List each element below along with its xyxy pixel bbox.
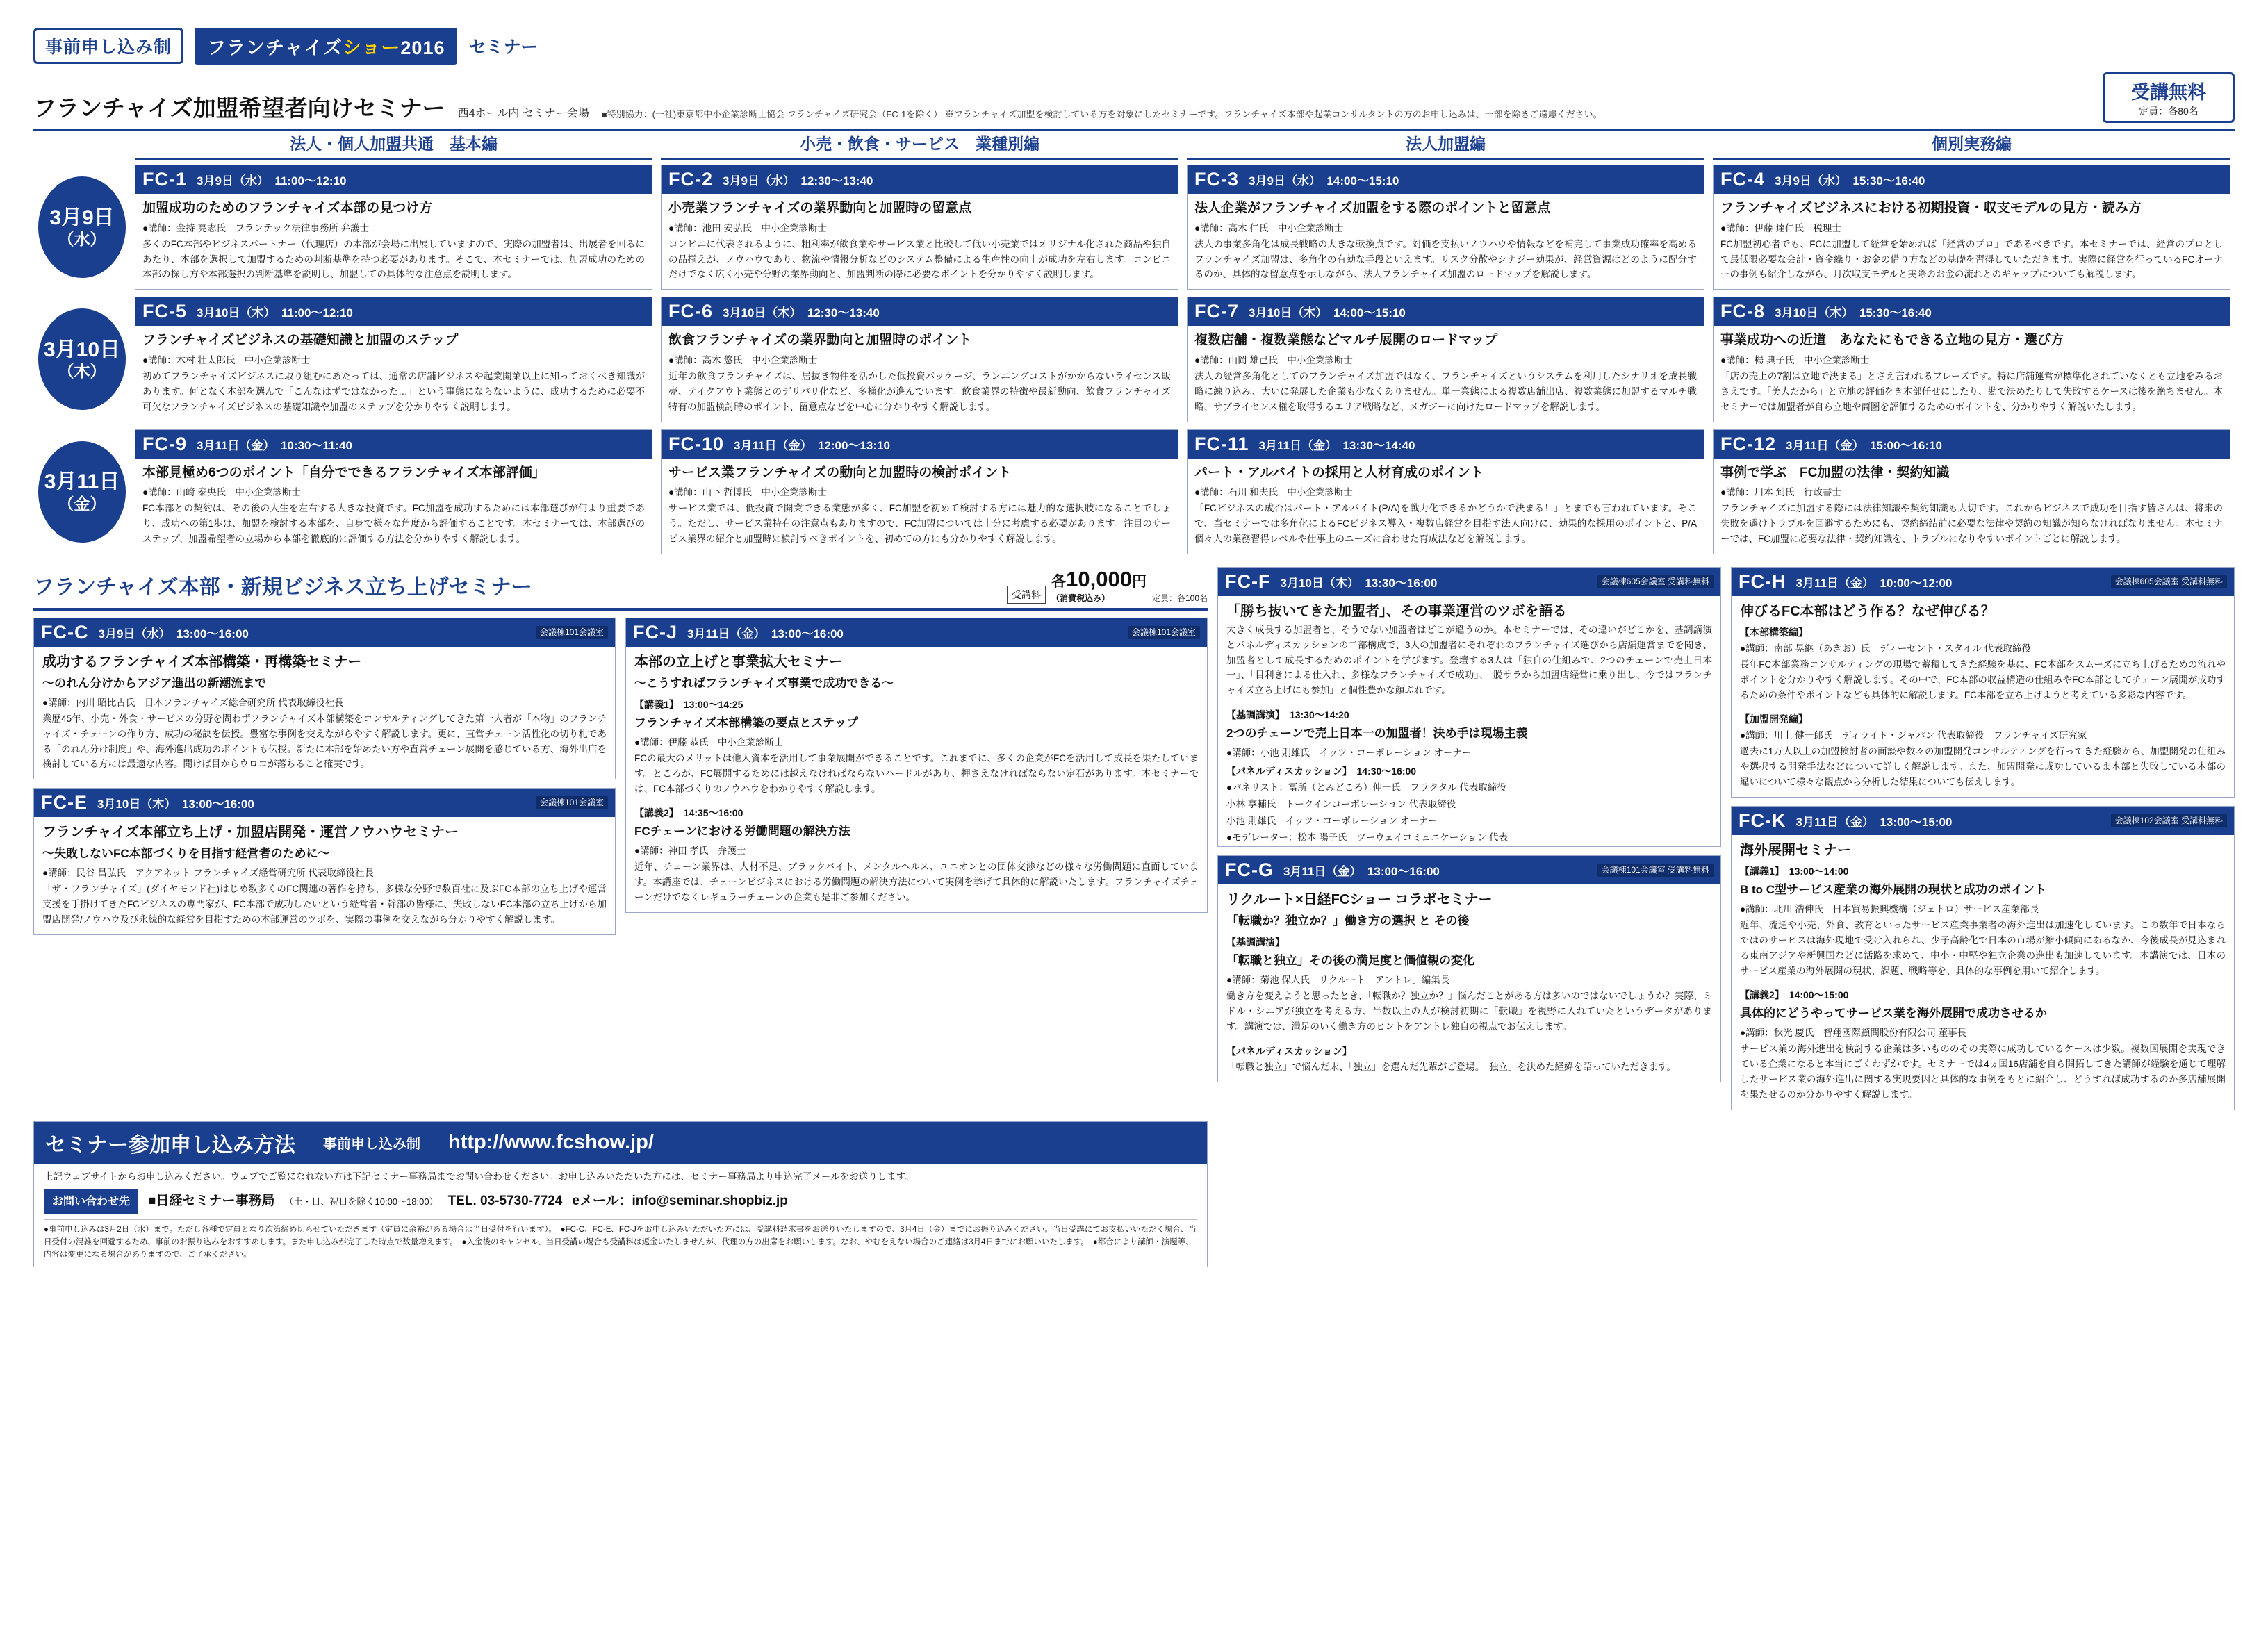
category-header-1: 小売・飲食・サービス 業種別編 — [661, 131, 1178, 160]
box-time: 3月11日（金） 13:00〜16:00 — [1283, 865, 1440, 879]
day-badge-0 — [38, 176, 126, 278]
seminar-box-fce[interactable] — [33, 788, 616, 935]
paid-seminar-boxes — [33, 618, 1208, 935]
session-lecturer: ●講師：高木 悠氏 中小企業診断士 — [668, 354, 818, 365]
box-part1-lecturer: ●講師：菊池 保人氏 リクルート「アントレ」編集長 — [1226, 975, 1450, 986]
box-subtitle: 「転職か？独立か？」働き方の選択 と その後 — [1226, 914, 1470, 928]
application-instructions: 上記ウェブサイトからお申し込みください。ウェブでご覧になれない方は下記セミナー事務局までお問い合わせください。お申し込みいただいた方には、セミナー事務局より申込完了メールをお送りします。 — [44, 1171, 914, 1182]
seminar-box-fcc[interactable] — [33, 618, 616, 779]
box-header — [626, 618, 1207, 647]
box-subtitle: 〜こうすればフランチャイズ事業で成功できる〜 — [634, 676, 894, 690]
session-header — [135, 297, 652, 326]
session-description: 法人の事業多角化は成長戦略の大きな転換点です。対価を支払いノウハウや情報などを補完して事業成功確率を高めるフランチャイズ加盟は、多角化の有効な手段といえます。リスク分散やシナジー効果が、経営資源はどのように配分するのか、具体的な留意点を示しながら、法人フランチャイズ加盟のロードマップを解説します。 — [1194, 238, 1697, 280]
fee-prefix: 各 — [1051, 573, 1067, 590]
box-title: 海外展開セミナー — [1740, 842, 1851, 858]
session-code: FC-5 — [142, 301, 187, 322]
box-part1-body: 長年FC本部業務コンサルティングの現場で蓄積してきた経験を基に、FC本部をスムーズに立ち上げるための流れやポイントを分かりやすく解説します。その中で、FC本部の収益構造の仕組みやFC本部としてチェーン展開が成功するための条件やポイントなども具体的に解説します。FC本部を立ち上げようと考えている多彩な内容です。 — [1740, 659, 2226, 700]
session-lecturer: ●講師：楊 典子氏 中小企業診断士 — [1720, 354, 1870, 365]
day-badge-1 — [38, 308, 126, 410]
fee-capacity: 定員：各100名 — [1151, 593, 1208, 603]
box-part1-head: 【基調講演】 13:30〜14:20 — [1226, 709, 1349, 721]
session-time: 3月9日（水） 11:00〜12:10 — [197, 174, 347, 188]
box-code: FC-C — [41, 621, 89, 643]
session-title: 事業成功への近道 あなたにもできる立地の見方・選び方 — [1720, 333, 2064, 348]
session-row-1 — [33, 297, 2235, 422]
box-title: リクルート×日経FCショー コラボセミナー — [1226, 892, 1493, 908]
box-part1-lecturer: ●講師：小池 則雄氏 イッツ・コーポレーション オーナー — [1226, 748, 1472, 759]
session-code: FC-3 — [1194, 169, 1239, 190]
session-header — [1188, 165, 1704, 194]
free-title: 受講無料 — [2131, 82, 2206, 103]
session-title: 小売業フランチャイズの業界動向と加盟時の留意点 — [668, 201, 972, 215]
box-lecture1-head: 【講義1】 13:00〜14:25 — [634, 698, 743, 710]
box-code: FC-J — [633, 621, 677, 643]
seminar-box-fch[interactable] — [1731, 567, 2235, 798]
seminar-box-fck[interactable] — [1731, 806, 2235, 1110]
session-row-2 — [33, 429, 2235, 554]
session-header — [1714, 297, 2230, 326]
session-lecturer: ●講師：山岡 雄己氏 中小企業診断士 — [1194, 354, 1353, 365]
box-time: 3月11日（金） 13:00〜15:00 — [1796, 815, 1953, 829]
session-time: 3月9日（水） 14:00〜15:10 — [1249, 174, 1399, 188]
session-code: FC-6 — [668, 301, 713, 322]
box-room: 会議棟101会議室 — [536, 796, 608, 809]
pre-application-badge: 事前申し込み制 — [33, 28, 183, 64]
box-lecture2-head: 【講義2】 14:35〜16:00 — [634, 807, 743, 819]
session-title: 法人企業がフランチャイズ加盟をする際のポイントと留意点 — [1194, 201, 1551, 215]
free-col-left — [1217, 567, 1721, 1110]
box-title: 「勝ち抜いてきた加盟者」、その事業運営のツボを語る — [1226, 603, 1567, 619]
session-time: 3月10日（木） 14:00〜15:10 — [1249, 306, 1406, 320]
box-part1-lecturer: ●講師：北川 浩伸氏 日本貿易振興機構（ジェトロ）サービス産業部長 — [1740, 903, 2039, 914]
session-card-fc10[interactable] — [661, 429, 1178, 554]
box-lecture2-lecturer: ●講師：神田 孝氏 弁護士 — [634, 846, 746, 857]
box-code: FC-G — [1225, 859, 1274, 881]
session-lecturer: ●講師：石川 和夫氏 中小企業診断士 — [1194, 487, 1353, 498]
application-title: セミナー参加申し込み方法 — [45, 1133, 295, 1157]
paid-col-right — [625, 618, 1208, 935]
seminar-box-fcj[interactable] — [625, 618, 1208, 913]
session-title: 飲食フランチャイズの業界動向と加盟時のポイント — [668, 333, 972, 348]
box-part2-title: 具体的にどうやってサービス業を海外展開で成功させるか — [1740, 1007, 2047, 1021]
show-logo — [195, 28, 457, 65]
paid-seminar-title-bar — [33, 567, 1208, 611]
box-part1-title: 2つのチェーンで売上日本一の加盟者！決め手は現場主義 — [1226, 727, 1528, 741]
session-title: 事例で学ぶ FC加盟の法律・契約知識 — [1720, 465, 1950, 480]
session-header — [662, 165, 1178, 194]
session-header — [662, 297, 1178, 326]
session-title: 本部見極め6つのポイント「自分でできるフランチャイズ本部評価」 — [142, 465, 545, 480]
box-time: 3月10日（木） 13:30〜16:00 — [1280, 576, 1438, 590]
session-description: FC本部との契約は、その後の人生を左右する大きな投資です。FC加盟を成功するためには本部選びが何より重要であり、成功への第1歩は、加盟を検討する本部を、自身で様々な角度から評価することです。本セミナーでは、本部選びのステップ、加盟希望者の立場から本部を徹底的に評価する方法を分かりやすく解説します。 — [142, 503, 645, 544]
free-seminar-section — [1217, 567, 2235, 1110]
day-cell-0 — [33, 165, 131, 290]
session-code: FC-4 — [1720, 169, 1765, 190]
box-code: FC-F — [1225, 570, 1271, 592]
session-grid — [33, 165, 2235, 554]
box-code: FC-H — [1739, 570, 1786, 592]
day-label-date: 3月11日 — [44, 470, 120, 494]
category-header-row — [131, 131, 2235, 160]
box-header — [1218, 856, 1720, 884]
application-section — [33, 1121, 1208, 1268]
category-header-0: 法人・個人加盟共通 基本編 — [135, 131, 652, 160]
session-card-fc12[interactable] — [1713, 429, 2230, 554]
cooperation-note — [602, 107, 2090, 123]
session-header — [135, 165, 652, 194]
box-title: フランチャイズ本部立ち上げ・加盟店開発・運営ノウハウセミナー — [42, 825, 459, 841]
box-part2-panelist-2: 小林 享輔氏 トークインコーポレーション 代表取締役 — [1226, 799, 1456, 810]
box-lecturer: ●講師：内川 昭比古氏 日本フランチャイズ総合研究所 代表取締役社長 — [42, 697, 344, 708]
box-part2-head: 【パネルディスカッション】 14:30〜16:00 — [1226, 766, 1417, 777]
box-header — [1218, 568, 1720, 596]
box-description: 大きく成長する加盟者と、そうでない加盟者はどこが違うのか。本セミナーでは、その違いがどこかを、基調講演とパネルディスカッションの二部構成で、3人の加盟者にそれぞれのフランチャイズ選びから店舗運営までを聞き、加盟者として成長するためのポイントを学びます。登壇する3人は「独自の仕組みで、2つのチェーンで売上日本一」、「目利きによる仕入れ、多様なフランチャイズで成功」、「脱サラから加盟店経営に乗り出し、今ではフランチャイズ立ち上げにも参加」と個性豊かな顔ぶれです。 — [1226, 624, 1712, 696]
box-part2-body: 過去に1万人以上の加盟検討者の面談や数々の加盟開発コンサルティングを行ってきた経験から、加盟開発の仕組みや選択する開発手法などについて詳しく解説します。また、加盟開発に成功しているま本部と失敗している本部の違いについて様々な観点から分析した結果についても伝えします。 — [1740, 746, 2226, 788]
box-title: 伸びるFC本部はどう作る？なぜ伸びる？ — [1740, 603, 1995, 619]
session-time: 3月10日（木） 15:30〜16:40 — [1775, 306, 1932, 320]
session-card-fc4[interactable] — [1713, 165, 2230, 290]
session-card-fc9[interactable] — [135, 429, 652, 554]
session-time: 3月9日（水） 12:30〜13:40 — [723, 174, 873, 188]
session-header — [1188, 430, 1704, 459]
box-part2-panelist-3: 小池 則雄氏 イッツ・コーポレーション オーナー — [1226, 816, 1438, 827]
session-description: コンビニに代表されるように、粗利率が飲食業やサービス業と比較して低い小売業ではオリジナル化された商品や独自の品揃えが、ノウハウであり、物流や情報分析などのシステム整備による生産性の向上が成功を左右します。コンビニだけでなく広く小売や分野の業界動向と、加盟判断の際に必要なポイントを分かりやすく説明します。 — [668, 238, 1171, 280]
session-code: FC-1 — [142, 169, 187, 190]
box-part2-lecturer: ●講師：秋光 慶氏 智翔國際顧問股份有限公司 董事長 — [1740, 1028, 1967, 1039]
logo-main: フランチャイズ — [207, 37, 343, 58]
contact-email[interactable]: eメール：info@seminar.shopbiz.jp — [572, 1194, 788, 1209]
paid-seminar-title: フランチャイズ本部・新規ビジネス立ち上げセミナー — [33, 576, 532, 600]
session-time: 3月11日（金） 10:30〜11:40 — [197, 438, 352, 452]
session-title: 複数店舗・複数業態などマルチ展開のロードマップ — [1194, 333, 1498, 348]
logo-seminar-word: セミナー — [468, 38, 539, 57]
box-room: 会議棟102会議室 受講料無料 — [2111, 814, 2227, 827]
session-header — [1714, 430, 2230, 459]
session-title: フランチャイズビジネスにおける初期投資・収支モデルの見方・読み方 — [1720, 201, 2142, 215]
box-subtitle: 〜のれん分けからアジア進出の新潮流まで — [42, 676, 267, 690]
logo-year: 2016 — [400, 37, 445, 58]
session-lecturer: ●講師：山﨑 泰央氏 中小企業診断士 — [142, 487, 301, 498]
attendance-note: ※フランチャイズ加盟を検討している方を対象にしたセミナーです。フランチャイズ本部や起業コンサルタントの方のお申し込みは、一部を除きご遠慮ください。 — [944, 109, 1602, 119]
session-code: FC-9 — [142, 433, 187, 454]
application-header — [34, 1122, 1207, 1164]
free-admission-box — [2103, 72, 2235, 123]
category-header-2: 法人加盟編 — [1187, 131, 1704, 160]
box-lecturer: ●講師：民谷 昌弘氏 アクアネット フランチャイズ経営研究所 代表取締役社長 — [42, 868, 374, 879]
box-part1-body: 働き方を変えようと思ったとき、「転職か？独立か？」悩んだことがある方は多いのではないでしょうか？実際、ミドル・シニアが独立を考える方、半数以上の人が検討初期に「転職」を視野に入れていたというデータがあります。講演では、満足のいく働き方のヒントをアントレ独自の視点でお伝えします。 — [1226, 991, 1712, 1032]
session-lecturer: ●講師：池田 安弘氏 中小企業診断士 — [668, 222, 827, 233]
cooperation-text: ■特別協力：(一社)東京都中小企業診断士協会 フランチャイズ研究会（FC-1を除く） — [601, 109, 943, 119]
box-time: 3月9日（水） 13:00〜16:00 — [98, 627, 249, 641]
box-part2-head: 【講義2】 14:00〜15:00 — [1740, 989, 1849, 1001]
session-header — [1188, 297, 1704, 326]
session-lecturer: ●講師：伊藤 達仁氏 税理士 — [1720, 222, 1841, 233]
fee-label: 受講料 — [1007, 586, 1046, 604]
day-cell-2 — [33, 429, 131, 554]
session-header — [662, 430, 1178, 459]
session-time: 3月10日（木） 12:30〜13:40 — [723, 306, 880, 320]
top-bar — [33, 28, 2235, 64]
session-card-fc8[interactable] — [1713, 297, 2230, 422]
day-badge-2 — [38, 441, 126, 543]
box-subtitle: 〜失敗しないFC本部づくりを目指す経営者のために〜 — [42, 847, 330, 861]
session-code: FC-2 — [668, 169, 713, 190]
contact-hours: （土・日、祝日を除く10:00〜18:00） — [284, 1196, 438, 1207]
session-description: サービス業では、低投資で開業できる業態が多く、FC加盟を初めて検討する方には魅力的な選択肢になることでしょう。ただし、サービス業特有の注意点もありますので、FC加盟については十分に考慮する必要があります。注目のサービス業界の紹介と加盟時に検討すべきポイントを、初めての方にも分かりやすく解説します。 — [668, 503, 1171, 544]
box-part2-head: 【パネルディスカッション】 — [1226, 1045, 1352, 1057]
headline-row — [33, 72, 2235, 131]
box-part1-head: 【基調講演】 — [1226, 937, 1285, 948]
session-row-0 — [33, 165, 2235, 290]
contact-tel: TEL. 03-5730-7724 — [447, 1194, 563, 1209]
session-description: フランチャイズに加盟する際には法律知識や契約知識も大切です。これからビジネスで成功を目指す皆さんは、将来の失敗を避けトラブルを回避するためにも、契約締結前に必要な法律や契約の知識が知らなければなりません。本セミナーでは、FC加盟に必要な法律・契約知識を、トラブルになりやすいポイントごとに解説します。 — [1720, 503, 2223, 544]
box-part2-body: サービス業の海外進出を検討する企業は多いもののその実際に成功しているケースは少数。複数国展開を実現できている企業になると本当にごくわずかです。セミナーでは4ヵ国16店舗を自ら開拓してきた講師が経験を通じて理解したサービス業の海外進出に関する実現要因と具体的な事例をもとに紹介し、どうすれば成功するのか多店舗展開を果たせるのか分かりやすく解説します。 — [1740, 1044, 2226, 1100]
session-lecturer: ●講師：川本 到氏 行政書士 — [1720, 487, 1841, 498]
session-lecturer: ●講師：木村 壮太郎氏 中小企業診断士 — [142, 354, 311, 365]
box-time: 3月11日（金） 13:00〜16:00 — [687, 627, 844, 641]
venue-text: 西4ホール内 セミナー会場 — [457, 108, 589, 119]
session-time: 3月11日（金） 12:00〜13:10 — [734, 438, 890, 452]
contact-office: ■日経セミナー事務局 — [148, 1194, 275, 1209]
session-time: 3月9日（水） 15:30〜16:40 — [1775, 174, 1925, 188]
session-card-fc6[interactable] — [661, 297, 1178, 422]
day-label-weekday: （水） — [58, 230, 106, 249]
session-description: 法人の経営多角化としてのフランチャイズ加盟ではなく、フランチャイズというシステムを利用したシナリオを成長戦略に練り込み、大いに発展した企業も少なくありません。単一業態による複数店舗出店、複数業態に加盟するマルチ戦略、サブライセンス権を取得するエリア戦略など、メガジーに向けたロードマップを解説します。 — [1194, 370, 1697, 412]
box-title: 本部の立上げと事業拡大セミナー — [634, 654, 843, 670]
application-pre-label: 事前申し込み制 — [323, 1137, 420, 1153]
box-lecture1-title: フランチャイズ本部構築の要点とステップ — [634, 716, 858, 729]
session-description: 初めてフランチャイズビジネスに取り組むにあたっては、通常の店舗ビジネスや起業開業以上に知っておくべき知識があります。何となく本部を選んで「こんなはずではなかった…」という事態にならないように、成功するために必要不可欠なフランチャイズビジネスの基礎知識や加盟のステップを分かりやすく説明します。 — [142, 370, 645, 412]
box-lecture1-lecturer: ●講師：伊藤 恭氏 中小企業診断士 — [634, 736, 784, 748]
box-description: 業歴45年、小売・外食・サービスの分野を問わずフランチャイズ本部構築をコンサルティングしてきた第一人者が「本物」のフランチャイズ・チェーンの作り方、成功の秘訣を伝授。豊富な事例を交えながらやすく解説します。更に、直営チェーン活性化の切り札である「のれん分け制度」や、海外進出成功のポイントも伝授。新たに本部を始めたい方や直営チェーン展開を感じている方、海外出店を検討している方には最適な内容。聞けば目からウロコが落ちること確実です。 — [42, 713, 607, 770]
session-time: 3月11日（金） 13:30〜14:40 — [1258, 438, 1415, 452]
session-lecturer: ●講師：金持 亮志氏 フランテック法律事務所 弁護士 — [142, 222, 370, 233]
session-time: 3月10日（木） 11:00〜12:10 — [197, 306, 353, 320]
box-part1-body: 近年、流通や小売、外食、教育といったサービス産業事業者の海外進出は加速化しています。この数年で日本ならではのサービスは海外現地で受け入れられ、少子高齢化で日本の市場が縮小傾向にあるなか、今後成長が見込まれる東南アジアや新興国などに活路を求めて、中小・中堅や独立企業の進出も加速しています。本講演では、日本のサービス産業の海外展開の現状、課題、戦略等を、具体的な事例を用いて紹介します。 — [1740, 919, 2226, 976]
day-label-date: 3月10日 — [43, 338, 121, 361]
session-card-fc7[interactable] — [1187, 297, 1704, 422]
application-url[interactable]: http://www.fcshow.jp/ — [448, 1131, 654, 1154]
box-part2-panelist-1: ●パネリスト：冨所（とみどころ）伸一氏 フラクタル 代表取締役 — [1226, 782, 1506, 793]
box-lecture2-title: FCチェーンにおける労働問題の解決方法 — [634, 825, 850, 839]
page-title: フランチャイズ加盟希望者向けセミナー — [33, 95, 445, 121]
paid-seminar-section — [33, 567, 1208, 1110]
session-title: パート・アルバイトの採用と人材育成のポイント — [1194, 465, 1484, 480]
contact-tag: お問い合わせ先 — [44, 1189, 138, 1214]
box-title: 成功するフランチャイズ本部構築・再構築セミナー — [42, 654, 362, 670]
box-code: FC-E — [41, 792, 88, 814]
session-code: FC-7 — [1194, 301, 1239, 322]
day-label-date: 3月9日 — [49, 206, 115, 229]
box-time: 3月10日（木） 13:00〜16:00 — [97, 798, 254, 811]
session-code: FC-10 — [668, 433, 725, 454]
fee-box — [1007, 567, 1208, 604]
session-lecturer: ●講師：高木 仁氏 中小企業診断士 — [1194, 222, 1344, 233]
day-label-weekday: （木） — [58, 362, 106, 381]
session-title: サービス業フランチャイズの動向と加盟時の検討ポイント — [668, 465, 1012, 480]
session-description: 「FCビジネスの成否はパート・アルバイト(P/A)を戦力化できるかどうかで決まる！」とまでも言われています。そこで、当セミナーでは多角化によるFCビジネス導入・複数店経営を目指す法人向けに、効果的な採用のポイントと、P/A個々人の業務習得レベルや仕事上のニーズに合わせた育成法などを解説します。 — [1194, 503, 1697, 544]
session-title: 加盟成功のためのフランチャイズ本部の見つけ方 — [142, 201, 433, 215]
category-header-3: 個別実務編 — [1713, 131, 2230, 160]
seminar-box-fcg[interactable] — [1217, 855, 1721, 1082]
fee-tax: （消費税込み） — [1051, 593, 1110, 603]
session-description: FC加盟初心者でも、FCに加盟して経営を始めれば「経営のプロ」であるべきです。本セミナーでは、経営のプロとして最低限必要な会計・資金繰り・お金の借り方などの基礎を習得していただきます。実際に経営を行っているFCオーナーの事例も紹介しながら、月次収支モデルと実際のお金の流れとのギャップについても解説します。 — [1720, 238, 2223, 280]
session-title: フランチャイズビジネスの基礎知識と加盟のステップ — [142, 333, 459, 348]
box-header — [34, 618, 615, 647]
seminar-box-fcf[interactable] — [1217, 567, 1721, 847]
box-header — [1732, 568, 2234, 596]
session-description: 近年の飲食フランチャイズは、居抜き物件を活かした低投資パッケージ、ランニングコストがかからないライセンス販売、テイクアウト業態とのデリバリ化など、多様化が進んでいます。飲食業界の特徴や最新動向、飲食フランチャイズ特有の加盟検討時のポイント、留意点などを中心に分かりやすく解説します。 — [668, 370, 1171, 412]
session-card-fc11[interactable] — [1187, 429, 1704, 554]
session-time: 3月11日（金） 15:00〜16:10 — [1786, 438, 1942, 452]
session-description: 「店の売上の7割は立地で決まる」とさえ言われるフレーズです。特に店舗運営が標準化されていなくとも立地をみるおさえです。「美人だから」と立地の評価をき本部任せにしたり、勘で決めたりして失敗するケースは後を絶ちません。本セミナーでは加盟者が自ら立地や商圏を評価するためのポイントを、分かりやすく解説いたします。 — [1720, 370, 2223, 412]
box-part1-lecturer: ●講師：南部 晃継（あきお）氏 ディーセント・スタイル 代表取締役 — [1740, 643, 2032, 654]
box-room: 会議棟101会議室 — [1128, 626, 1200, 639]
box-time: 3月11日（金） 10:00〜12:00 — [1796, 576, 1953, 590]
box-room: 会議棟605会議室 受講料無料 — [2111, 575, 2227, 588]
session-code: FC-12 — [1720, 433, 1777, 454]
fee-amount — [1051, 567, 1147, 604]
box-part1-title: B to C型サービス産業の海外展開の現状と成功のポイント — [1740, 882, 2047, 896]
logo-accent: ショー — [342, 37, 401, 58]
box-room: 会議棟605会議室 受講料無料 — [1597, 575, 1714, 588]
session-code: FC-8 — [1720, 301, 1765, 322]
box-room: 会議棟101会議室 — [536, 626, 608, 639]
box-part2-head: 【加盟開発編】 — [1740, 713, 1808, 725]
box-header — [1732, 807, 2234, 835]
session-card-fc3[interactable] — [1187, 165, 1704, 290]
session-header — [135, 430, 652, 459]
fee-value: 10,000 — [1066, 566, 1132, 591]
session-lecturer: ●講師：山下 哲博氏 中小企業診断士 — [668, 487, 827, 498]
box-description: 「ザ・フランチャイズ」(ダイヤモンド社)はじめ数多くのFC関連の著作を持ち、多様な分野で数百社に及ぶFC本部の立ち上げや運営支援を手掛けてきたFCビジネスの専門家が、FC本部で成功したいという経営者・幹部の皆様に、失敗しないFC本部の立ち上げから加盟店開発/ノウハウ及び永続的な経営を目指すための本部運営のツボを、実際の事例を交えながら分かりやすく解説します。 — [42, 884, 607, 925]
free-capacity: 定員：各80名 — [2139, 106, 2199, 117]
session-card-fc2[interactable] — [661, 165, 1178, 290]
session-code: FC-11 — [1194, 433, 1249, 454]
day-cell-1 — [33, 297, 131, 422]
box-lecture2-body: 近年、チェーン業界は、人材不足、ブラックバイト、メンタルヘルス、ユニオンとの団体交渉などの様々な労働問題に直面しています。本講座では、チェーンビジネスにおける労働問題の解決方法について実例を挙げて具体的に解説いたします。フランチャイズチェーンだけでなくレギュラーチェーンの企業も是非ご参加ください。 — [634, 861, 1199, 903]
session-card-fc5[interactable] — [135, 297, 652, 422]
box-header — [34, 789, 615, 817]
application-body — [34, 1164, 1207, 1267]
box-part1-head: 【本部構築編】 — [1740, 626, 1808, 638]
session-card-fc1[interactable] — [135, 165, 652, 290]
contact-row — [44, 1189, 1197, 1214]
box-lecture1-body: FCの最大のメリットは他人資本を活用して事業展開ができることです。これまでに、多くの企業がFCを活用して成長を果たしています。ところが、FC展開するためには越えなければならないハードルがあり、押さえなければならない定石があります。本セミナーでは、FC本部づくりのノウハウをわかりやすく解説します。 — [634, 752, 1199, 794]
fee-unit: 円 — [1131, 573, 1147, 590]
session-description: 多くのFC本部やビジネスパートナー（代理店）の本部が会場に出展していますので、実際の加盟者は、出展者を回るにあたり、本部を選択して加盟するための判断基準を持つ必要があります。そこで、本セミナーでは、加盟成功のための本部の探し方や本部選択の判断基準を説明し、加盟しての具体的な注意点を説明します。 — [142, 238, 645, 280]
box-code: FC-K — [1739, 809, 1786, 831]
day-label-weekday: （金） — [58, 494, 106, 513]
box-part1-title: 「転職と独立」その後の満足度と価値観の変化 — [1226, 954, 1474, 968]
box-part1-head: 【講義1】 13:00〜14:00 — [1740, 865, 1849, 877]
box-part2-body: 「転職と独立」で悩んだ末、「独立」を選んだ先輩がご登場。「独立」を決めた経緯を語っていただきます。 — [1226, 1061, 1676, 1072]
box-room: 会議棟101会議室 受講料無料 — [1597, 864, 1714, 877]
box-part2-lecturer: ●講師：川上 健一郎氏 ディライト・ジャパン 代表取締役 フランチャイズ研究家 — [1740, 730, 2087, 741]
session-header — [1714, 165, 2230, 194]
fineprint-notes: ●事前申し込みは3月2日（水）まで。ただし各種で定員となり次第締め切らせていただきます（定員に余裕がある場合は当日受付を行います）。 ●FC-C、FC-E、FC-Jをお申し込みいただいた方には、受講料請求書をお送りいたしますので、3月4日（金）までにお振り込みください。当日受講にてお支払いいただく場合、当日受付の混雑を回避するため、事前のお振り込みをおすすめします。また申し込みが完了した時点で数量増えます。 ●入金後のキャンセル、当日受講の場合も受講料は返金いたしませんが、代理の方の出席をお願いします。なお、やむをえない場合のご連絡は3月4日までにお願いいたします。 ●都合により講師・演題等、内容は変更になる場合がありますので、ご了承ください。 — [44, 1219, 1197, 1261]
lower-section — [33, 567, 2235, 1110]
free-col-right — [1731, 567, 2235, 1110]
paid-col-left — [33, 618, 616, 935]
box-part2-moderator: ●モデレーター：松本 陽子氏 ツーウェイコミュニケーション 代表 — [1226, 832, 1508, 843]
